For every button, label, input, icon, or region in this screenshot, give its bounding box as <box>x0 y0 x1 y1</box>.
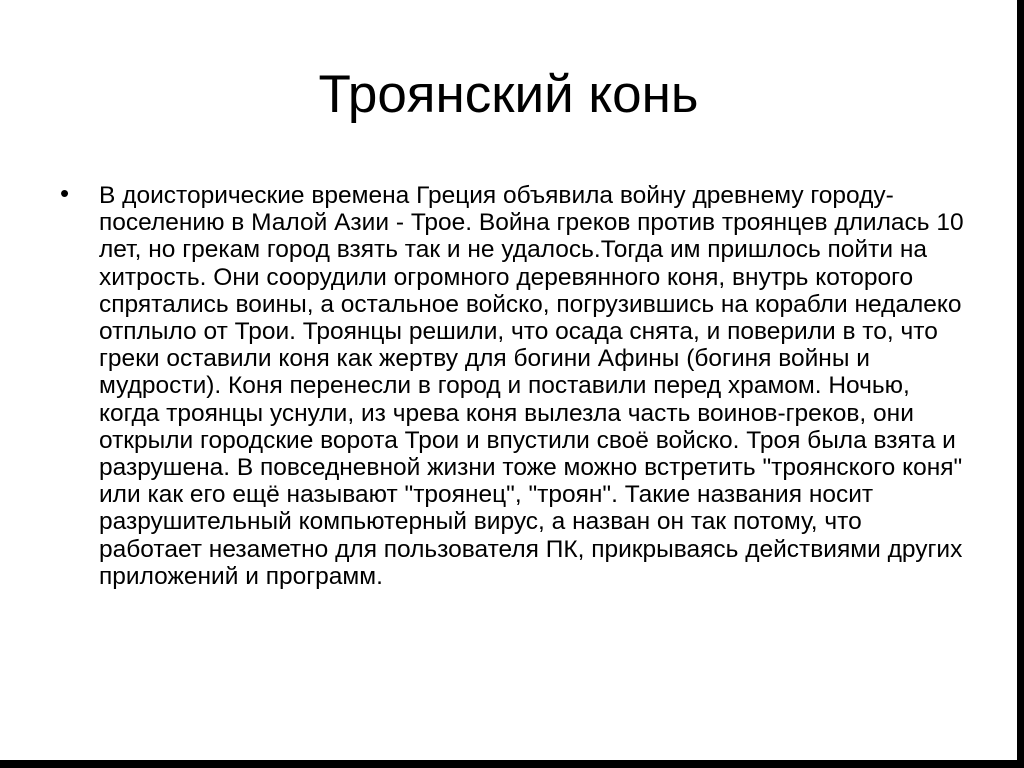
bullet-text: В доисторические времена Греция объявила войну древнему городу-поселению в Малой Азии - Трое. Война греков против троянцев длилась 10 лет, но грекам город взять так и не удалось.Тогда им пришлось пойти на хитрость. Они соорудили огромного деревянного коня, внутрь которого спрятались воины, а остальное войско, погрузившись на корабли недалеко отплыло от Трои. Троянцы решили, что осада снята, и поверили в то, что греки оставили коня как жертву для богини Афины (богиня войны и мудрости). Коня перенесли в город и поставили перед храмом. Ночью, когда троянцы уснули, из чрева коня вылезла часть воинов-греков, они открыли городские ворота Трои и впустили своё войско. Троя была взята и разрушена. В повседневной жизни тоже можно встретить "троянского коня" или как его ещё называют "троянец", "троян". Такие названия носит разрушительный компьютерный вирус, а назван он так потому, что работает незаметно для пользователя ПК, прикрываясь действиями других приложений и программ. <box>99 182 964 590</box>
slide-title: Троянский конь <box>318 65 699 124</box>
bullet-marker: • <box>60 178 70 208</box>
